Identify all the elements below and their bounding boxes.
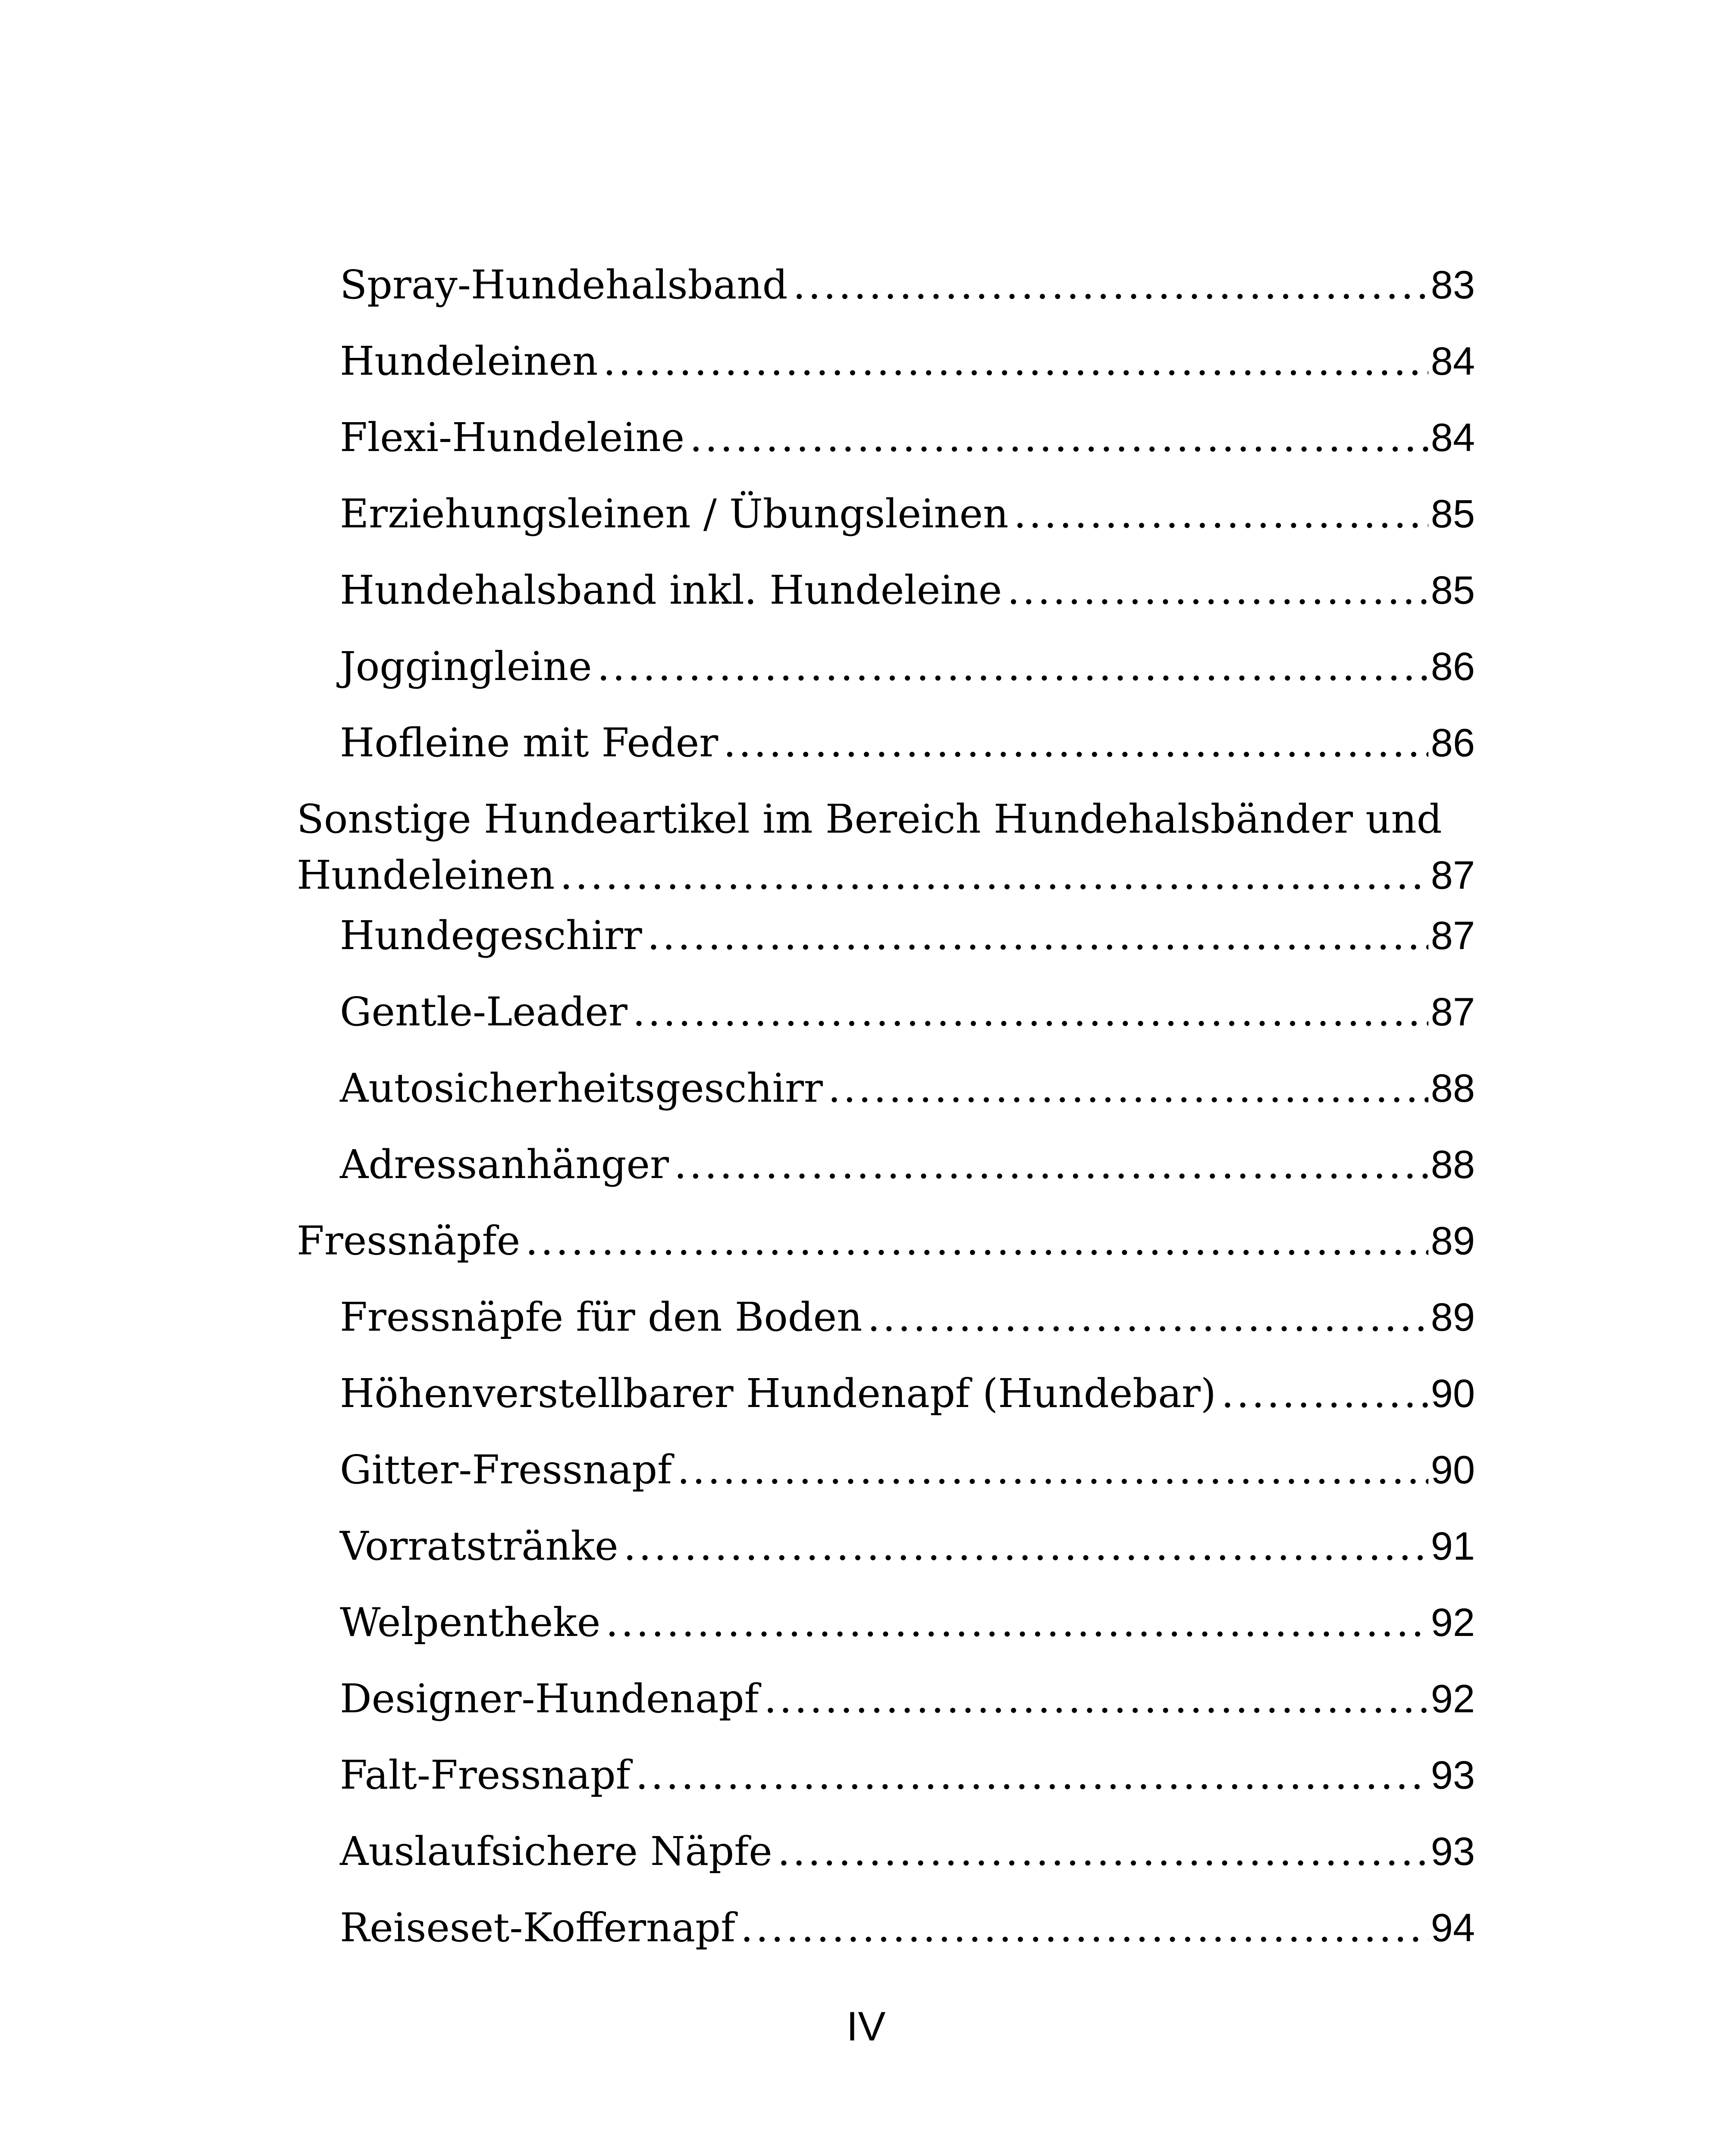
toc-entry-page: 89 xyxy=(1431,1295,1475,1339)
toc-entry-page: 88 xyxy=(1431,1066,1475,1110)
dot-leader xyxy=(740,1900,1428,1956)
toc-section-entry xyxy=(297,1213,1475,1289)
toc-entry-title: Erziehungsleinen / Übungsleinen xyxy=(340,491,1009,537)
toc-entry xyxy=(340,1747,1475,1824)
dot-leader xyxy=(633,984,1428,1040)
toc-entry-page: 85 xyxy=(1431,492,1475,536)
dot-leader xyxy=(606,1595,1428,1651)
table-of-contents xyxy=(297,257,1475,1976)
toc-entry-title-line1: Sonstige Hundeartikel im Bereich Hundehalsbänder und xyxy=(297,796,1442,842)
dot-leader xyxy=(1221,1366,1428,1422)
dot-leader xyxy=(560,847,1428,903)
toc-entry xyxy=(340,1671,1475,1747)
toc-entry-page: 86 xyxy=(1431,645,1475,689)
toc-entry xyxy=(340,410,1475,486)
toc-entry-title: Designer-Hundenapf xyxy=(340,1676,759,1722)
dot-leader xyxy=(603,333,1428,389)
toc-entry xyxy=(340,1060,1475,1137)
toc-entry-title: Hundegeschirr xyxy=(340,912,642,959)
toc-entry-page: 90 xyxy=(1431,1448,1475,1492)
dot-leader xyxy=(778,1824,1428,1880)
toc-entry-page: 84 xyxy=(1431,339,1475,383)
toc-entry-page: 93 xyxy=(1431,1830,1475,1874)
toc-entry-title: Reiseset-Koffernapf xyxy=(340,1905,735,1951)
dot-leader xyxy=(674,1137,1428,1193)
toc-entry-title: Joggingleine xyxy=(340,643,592,689)
toc-entry xyxy=(340,1595,1475,1671)
dot-leader xyxy=(677,1442,1428,1498)
toc-entry-page: 87 xyxy=(1431,914,1475,958)
toc-entry-title: Gitter-Fressnapf xyxy=(340,1447,672,1493)
toc-entry-title: Auslaufsichere Näpfe xyxy=(340,1828,772,1874)
toc-entry xyxy=(340,984,1475,1060)
dot-leader xyxy=(1013,486,1428,542)
toc-entry-page: 83 xyxy=(1431,263,1475,307)
toc-entry xyxy=(340,486,1475,562)
toc-section-entry xyxy=(297,791,1475,908)
dot-leader xyxy=(828,1060,1428,1116)
toc-entry-page: 88 xyxy=(1431,1143,1475,1187)
toc-entry xyxy=(340,333,1475,410)
toc-entry-title: Gentle-Leader xyxy=(340,989,628,1035)
toc-entry-title: Fressnäpfe für den Boden xyxy=(340,1294,863,1340)
toc-entry-title: Hundeleinen xyxy=(297,852,555,898)
toc-entry-title: Spray-Hundehalsband xyxy=(340,262,788,308)
dot-leader xyxy=(1007,562,1428,618)
toc-entry-page: 92 xyxy=(1431,1677,1475,1721)
toc-entry-title: Hundeleinen xyxy=(340,338,598,384)
dot-leader xyxy=(636,1747,1428,1803)
toc-entry-title: Welpentheke xyxy=(340,1599,601,1645)
dot-leader xyxy=(723,715,1428,771)
toc-entry-title: Hofleine mit Feder xyxy=(340,720,719,766)
toc-entry xyxy=(340,1824,1475,1900)
toc-entry xyxy=(340,715,1475,791)
toc-entry-title: Vorratstränke xyxy=(340,1523,618,1569)
toc-entry-page: 87 xyxy=(1431,853,1475,897)
toc-entry xyxy=(340,1289,1475,1366)
toc-entry-page: 87 xyxy=(1431,990,1475,1034)
toc-entry xyxy=(340,562,1475,639)
toc-entry-title: Adressanhänger xyxy=(340,1141,669,1188)
dot-leader xyxy=(624,1518,1428,1574)
toc-entry-page: 94 xyxy=(1431,1906,1475,1950)
toc-entry-page: 86 xyxy=(1431,721,1475,765)
toc-entry xyxy=(340,1518,1475,1595)
toc-entry xyxy=(340,1900,1475,1976)
toc-entry-page: 90 xyxy=(1431,1372,1475,1416)
dot-leader xyxy=(690,410,1428,466)
toc-entry-page: 84 xyxy=(1431,416,1475,460)
dot-leader xyxy=(525,1213,1428,1269)
toc-entry-title: Hundehalsband inkl. Hundeleine xyxy=(340,567,1002,613)
toc-entry xyxy=(340,1442,1475,1518)
toc-entry-page: 92 xyxy=(1431,1601,1475,1645)
toc-entry-title: Autosicherheitsgeschirr xyxy=(340,1065,823,1111)
dot-leader xyxy=(793,257,1428,313)
dot-leader xyxy=(647,908,1428,964)
toc-entry-title: Fressnäpfe xyxy=(297,1218,521,1264)
toc-entry xyxy=(340,1366,1475,1442)
page-folio: IV xyxy=(846,2003,886,2049)
toc-entry-title: Höhenverstellbarer Hundenapf (Hundebar) xyxy=(340,1370,1216,1416)
toc-entry-page: 89 xyxy=(1431,1219,1475,1263)
dot-leader xyxy=(764,1671,1428,1727)
toc-entry-title: Falt-Fressnapf xyxy=(340,1752,631,1798)
toc-entry-page: 85 xyxy=(1431,568,1475,612)
toc-entry xyxy=(340,639,1475,715)
toc-entry-page: 93 xyxy=(1431,1753,1475,1797)
toc-entry xyxy=(340,1137,1475,1213)
toc-entry xyxy=(340,908,1475,984)
dot-leader xyxy=(867,1289,1428,1345)
toc-entry-title: Flexi-Hundeleine xyxy=(340,414,685,461)
toc-entry xyxy=(340,257,1475,333)
toc-entry-page: 91 xyxy=(1431,1524,1475,1568)
dot-leader xyxy=(597,639,1428,695)
